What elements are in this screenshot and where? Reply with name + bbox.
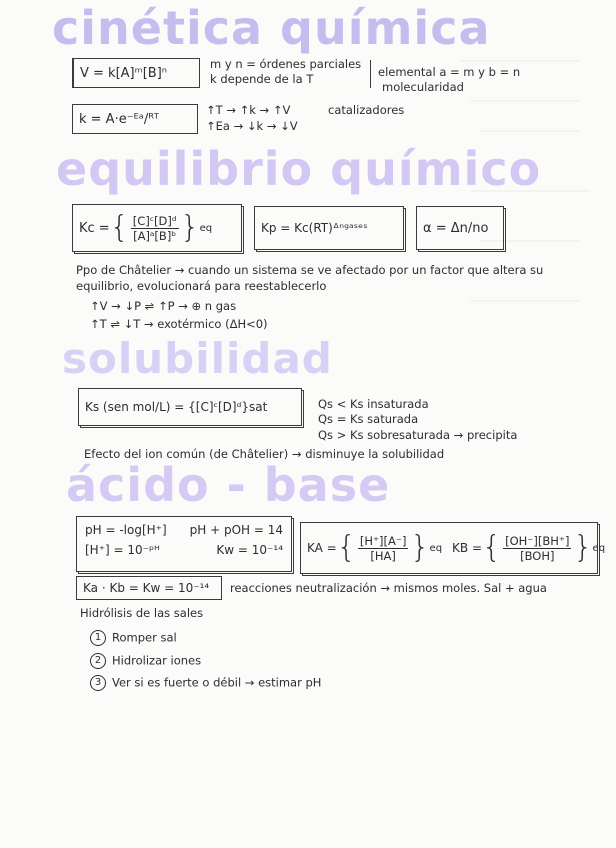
h-concentration: [H⁺] = 10⁻ᵖᴴ bbox=[85, 543, 160, 557]
alpha-box bbox=[416, 206, 504, 250]
step-3 bbox=[90, 675, 321, 691]
step-1 bbox=[90, 630, 177, 646]
step-number-3: 3 bbox=[90, 675, 106, 691]
alpha-equation: α = Δn/no bbox=[423, 220, 489, 236]
bracket-line bbox=[370, 60, 371, 88]
arrhenius-equation: k = A·e⁻ᴱᵃ/ᴿᵀ bbox=[79, 111, 159, 127]
brace-open-ka: { bbox=[336, 530, 356, 565]
brace-open: { bbox=[109, 210, 129, 245]
ph-box bbox=[76, 516, 292, 572]
ks-box bbox=[78, 388, 302, 426]
ka-fraction bbox=[358, 534, 409, 563]
step-number-1: 1 bbox=[90, 630, 106, 646]
kc-numerator: [C]ᶜ[D]ᵈ bbox=[132, 213, 177, 228]
kp-box bbox=[254, 206, 404, 250]
arrhenius-note-activation: ↑Ea → ↓k → ↓V bbox=[206, 119, 298, 133]
catalizadores-note: catalizadores bbox=[328, 103, 405, 117]
ka-kb-product-box bbox=[76, 576, 222, 600]
ka-eq-subscript: eq bbox=[429, 542, 443, 554]
elemental-note: elemental a = m y b = n bbox=[378, 65, 521, 79]
molecularidad-note: molecularidad bbox=[382, 80, 464, 94]
rate-note-orders: m y n = órdenes parciales bbox=[210, 57, 362, 71]
kc-eq-subscript: eq bbox=[199, 222, 213, 234]
hidrolisis-heading: Hidrólisis de las sales bbox=[80, 606, 204, 620]
brace-close: } bbox=[180, 210, 200, 245]
chatelier-line-1: Ppo de Châtelier → cuando un sistema se ve afectado por un factor que altera su bbox=[76, 263, 544, 277]
kb-eq-subscript: eq bbox=[592, 542, 606, 554]
kc-fraction bbox=[131, 214, 179, 243]
arrhenius-note-temperature: ↑T → ↑k → ↑V bbox=[206, 103, 291, 117]
step-2 bbox=[90, 653, 201, 669]
ph-definition: pH = -log[H⁺] bbox=[85, 523, 167, 537]
kc-box bbox=[72, 204, 242, 252]
section-title-equilibrio: equilibrio químico bbox=[56, 142, 542, 196]
step-1-text: Romper sal bbox=[112, 630, 177, 645]
ph-poh-sum: pH + pOH = 14 bbox=[189, 523, 283, 537]
rate-law: V = k[A]ᵐ[B]ⁿ bbox=[80, 65, 167, 81]
qs-insaturada: Qs < Ks insaturada bbox=[318, 397, 429, 411]
section-title-acido-base: ácido - base bbox=[66, 458, 391, 512]
qs-saturada: Qs = Ks saturada bbox=[318, 412, 419, 426]
section-title-cinetica: cinética química bbox=[52, 1, 491, 55]
brace-close-kb: } bbox=[573, 530, 593, 565]
qs-sobresaturada: Qs > Ks sobresaturada → precipita bbox=[318, 428, 518, 442]
kb-denominator: [BOH] bbox=[520, 548, 555, 563]
rate-law-box bbox=[72, 58, 200, 88]
step-3-text: Ver si es fuerte o débil → estimar pH bbox=[112, 675, 322, 690]
ka-kb-product: Ka · Kb = Kw = 10⁻¹⁴ bbox=[83, 581, 210, 595]
neutralizacion-note: reacciones neutralización → mismos moles. Sal + agua bbox=[230, 581, 547, 595]
section-title-solubilidad: solubilidad bbox=[62, 334, 333, 383]
kb-label: KB = bbox=[452, 541, 483, 555]
kc-label: Kc = bbox=[79, 220, 110, 236]
kc-denominator: [A]ᵃ[B]ᵇ bbox=[133, 228, 177, 243]
kb-fraction bbox=[503, 534, 571, 563]
ion-comun-note: Efecto del ion común (de Châtelier) → disminuye la solubilidad bbox=[84, 447, 445, 461]
kw-value: Kw = 10⁻¹⁴ bbox=[216, 543, 283, 557]
volume-rule: ↑V → ↓P ⇌ ↑P → ⊕ n gas bbox=[90, 299, 237, 313]
arrhenius-box bbox=[72, 104, 198, 134]
step-2-text: Hidrolizar iones bbox=[112, 653, 202, 668]
ka-label: KA = bbox=[307, 541, 337, 555]
ka-kb-box bbox=[300, 522, 606, 574]
step-number-2: 2 bbox=[90, 653, 106, 669]
temperature-rule: ↑T ⇌ ↓T → exotérmico (ΔH<0) bbox=[90, 317, 268, 331]
brace-open-kb: { bbox=[482, 530, 502, 565]
chatelier-line-2: equilibrio, evolucionará para reestablecerlo bbox=[76, 279, 327, 293]
kb-numerator: [OH⁻][BH⁺] bbox=[505, 533, 570, 548]
ka-denominator: [HA] bbox=[370, 548, 396, 563]
brace-close-ka: } bbox=[410, 530, 430, 565]
ks-equation: Ks (sen mol/L) = {[C]ᶜ[D]ᵈ}sat bbox=[85, 400, 268, 414]
kp-equation: Kp = Kc(RT)ᐞⁿᵍᵃˢᵉˢ bbox=[261, 221, 368, 235]
rate-note-temperature: k depende de la T bbox=[210, 72, 314, 86]
ka-numerator: [H⁺][A⁻] bbox=[359, 533, 407, 548]
